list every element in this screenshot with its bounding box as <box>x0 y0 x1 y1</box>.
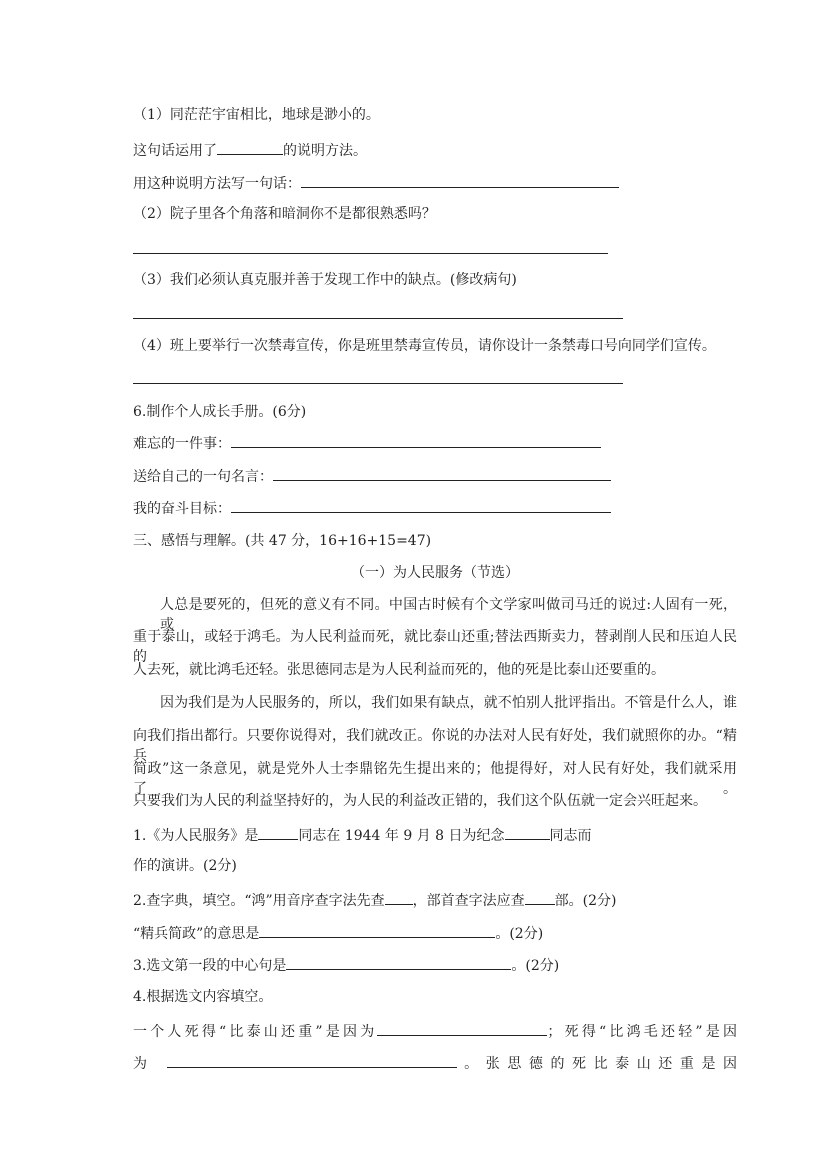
label: 同志在 1944 年 9 月 8 日为纪念 <box>298 828 505 844</box>
label: 部。(2分) <box>554 893 617 909</box>
method-blank[interactable] <box>217 139 283 155</box>
blank[interactable] <box>385 889 413 905</box>
label: 。张思德的死比泰山还重是因 <box>456 1056 738 1072</box>
answer-line[interactable] <box>133 383 623 384</box>
label: 一个人死得“比泰山还重”是因为 <box>133 1024 378 1040</box>
blank[interactable] <box>505 824 550 840</box>
q5-sentence-2: （2）院子里各个角落和暗洞你不是都很熟悉吗？ <box>133 206 436 222</box>
label: 这句话运用了 <box>133 143 217 159</box>
answer-line[interactable] <box>133 318 623 319</box>
blank[interactable] <box>231 497 611 513</box>
label: 我的奋斗目标： <box>133 501 231 517</box>
blank[interactable] <box>273 465 611 481</box>
label: 的说明方法。 <box>283 143 367 159</box>
question-4-line-2 <box>133 1052 737 1074</box>
question-2b <box>133 922 543 944</box>
q5-write-line <box>133 172 619 194</box>
q6-item-2 <box>133 465 611 487</box>
q5-sentence-3: （3）我们必须认真克服并善于发现工作中的缺点。(修改病句) <box>133 272 517 288</box>
label: 同志而 <box>549 828 592 844</box>
blank[interactable] <box>231 432 601 448</box>
label: “精兵简政”的意思是 <box>133 926 260 942</box>
question-2 <box>133 889 617 911</box>
label: 用这种说明方法写一句话： <box>133 176 301 192</box>
label: 难忘的一件事： <box>133 436 231 452</box>
passage-line: 只要我们为人民的利益坚持好的，为人民的利益改正错的，我们这个队伍就一定会兴旺起来。 <box>133 793 707 809</box>
answer-line[interactable] <box>133 253 608 254</box>
label: 送给自己的一句名言： <box>133 469 273 485</box>
label: 为 <box>133 1056 155 1072</box>
section-3-title: 三、感悟与理解。(共 47 分，16+16+15=47) <box>133 533 432 549</box>
question-4-line-1 <box>133 1020 737 1042</box>
write-blank[interactable] <box>301 172 619 188</box>
passage-title: （一）为人民服务（节选） <box>351 565 519 581</box>
q6-item-3 <box>133 497 611 519</box>
label: 2.查字典，填空。“鸿”用音序查字法先查 <box>133 893 385 909</box>
q5-method-line <box>133 139 367 161</box>
passage-line: 人去死，就比鸿毛还轻。张思德同志是为人民利益而死的，他的死是比泰山还要重的。 <box>133 662 665 678</box>
label: 3.选文第一段的中心句是 <box>133 958 287 974</box>
q5-sentence-4: （4）班上要举行一次禁毒宣传，你是班里禁毒宣传员，请你设计一条禁毒口号向同学们宣传。 <box>133 338 716 354</box>
label: ，部首查字法应查 <box>412 893 525 909</box>
question-1 <box>133 824 592 846</box>
q6-title: 6.制作个人成长手册。(6分) <box>133 404 307 420</box>
blank[interactable] <box>259 922 495 938</box>
q5-sentence-1: （1）同茫茫宇宙相比，地球是渺小的。 <box>133 107 380 123</box>
passage-line: 向我们指出都行。只要你说得对，我们就改正。你说的办法对人民有好处，我们就照你的办。“精兵 <box>133 728 737 764</box>
label: 。(2分) <box>495 926 544 942</box>
blank[interactable] <box>258 824 298 840</box>
question-4-title: 4.根据选文内容填空。 <box>133 989 273 1005</box>
blank[interactable] <box>286 954 511 970</box>
blank[interactable] <box>525 889 555 905</box>
q6-item-1 <box>133 432 601 454</box>
passage-line: 简政”这一条意见，就是党外人士李鼎铭先生提出来的；他提得好，对人民有好处，我们就采用了。 <box>133 761 737 797</box>
label: 。(2分) <box>511 958 560 974</box>
label: 1.《为人民服务》是 <box>133 828 259 844</box>
passage-line: 重于泰山，或轻于鸿毛。为人民利益而死，就比泰山还重;替法西斯卖力，替剥削人民和压迫人民的 <box>133 629 737 665</box>
blank[interactable] <box>167 1052 457 1068</box>
question-3 <box>133 954 559 976</box>
passage-line: 人总是要死的，但死的意义有不同。中国古时候有个文学家叫做司马迁的说过:人固有一死，或 <box>160 597 737 633</box>
label: ；死得“比鸿毛还轻”是因 <box>547 1024 737 1040</box>
blank[interactable] <box>377 1020 547 1036</box>
question-1-cont: 作的演讲。(2分) <box>133 858 237 874</box>
passage-line: 因为我们是为人民服务的，所以，我们如果有缺点，就不怕别人批评指出。不管是什么人，谁 <box>160 695 737 711</box>
